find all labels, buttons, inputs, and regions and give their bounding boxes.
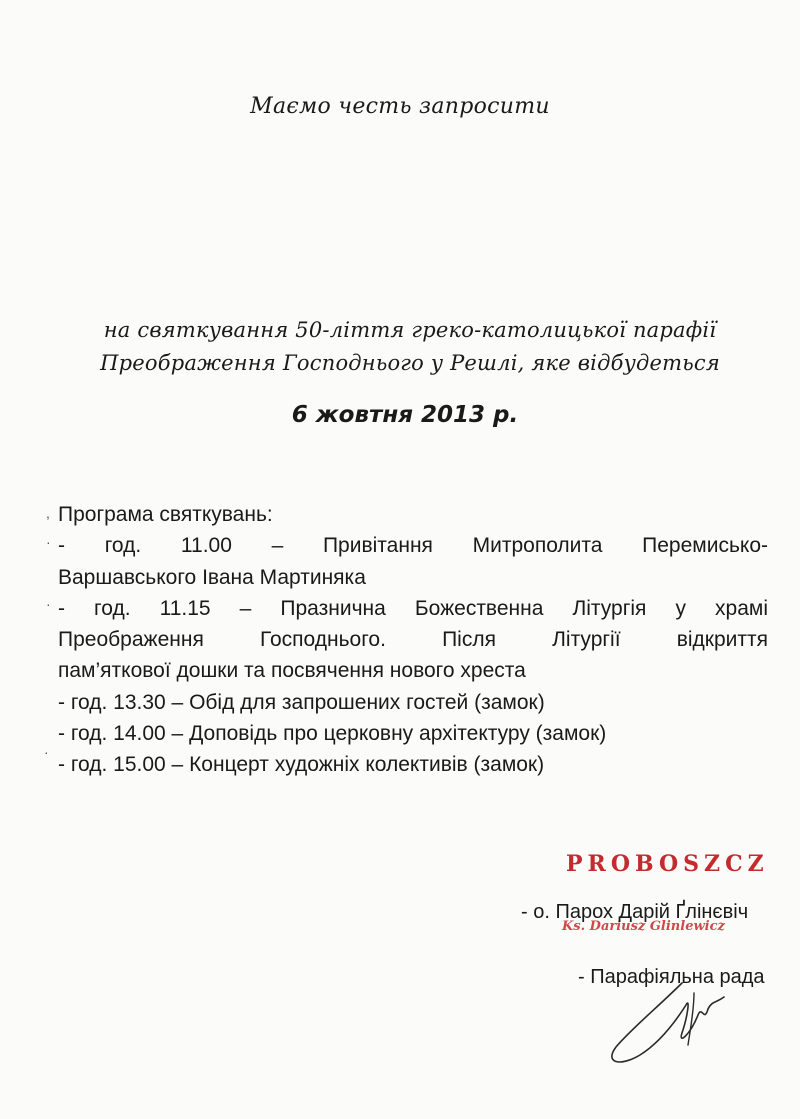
parish-stamp-title: PROBOSZCZ bbox=[566, 851, 769, 877]
program-item-line: пам’яткової дошки та посвячення нового хреста bbox=[58, 659, 526, 683]
program-item bbox=[58, 593, 768, 687]
signatory-parish-priest: - о. Парох Дарій Ґлінєвіч bbox=[521, 901, 749, 923]
program-item bbox=[58, 530, 768, 593]
program-item bbox=[58, 718, 768, 749]
margin-tick-mark: · bbox=[46, 596, 51, 612]
handwritten-signature bbox=[590, 975, 740, 1075]
celebration-description bbox=[40, 314, 780, 380]
program-item-line: - год. 11.00 – Привітання Митрополита Перемисько- bbox=[58, 534, 768, 558]
celebration-line: на святкування 50-ліття греко-католицької парафії bbox=[103, 318, 717, 342]
margin-tick-mark: · bbox=[44, 744, 49, 760]
program-item-line: Варшавського Івана Мартиняка bbox=[58, 565, 366, 589]
margin-tick-mark: · bbox=[46, 534, 51, 550]
program-item-line: - год. 15.00 – Концерт художніх колективів (замок) bbox=[58, 753, 545, 777]
program-item-line: - год. 13.30 – Обід для запрошених гостей (замок) bbox=[58, 690, 545, 714]
program-item-line: - год. 14.00 – Доповідь про церковну архітектуру (замок) bbox=[58, 722, 607, 746]
program-item bbox=[58, 749, 768, 780]
event-date: 6 жовтня 2013 р. bbox=[291, 402, 519, 428]
parish-stamp-name: Ks. Dariusz Glinlewicz bbox=[562, 919, 725, 934]
program-heading: Програма святкувань: bbox=[58, 503, 273, 526]
program-item-line: Преображення Господнього. Після Літургії відкриття bbox=[58, 628, 768, 652]
invitation-opening: Маємо честь запросити bbox=[250, 94, 550, 119]
program-item bbox=[58, 687, 768, 718]
celebration-line: Преображення Господнього у Решлі, яке відбудеться bbox=[100, 351, 720, 375]
program-item-line: - год. 11.15 – Празнична Божественна Літургія у храмі bbox=[58, 596, 768, 620]
signatory-parish-council: - Парафіяльна рада bbox=[578, 966, 765, 988]
margin-tick-mark: , bbox=[46, 505, 50, 521]
program-section bbox=[58, 499, 768, 781]
